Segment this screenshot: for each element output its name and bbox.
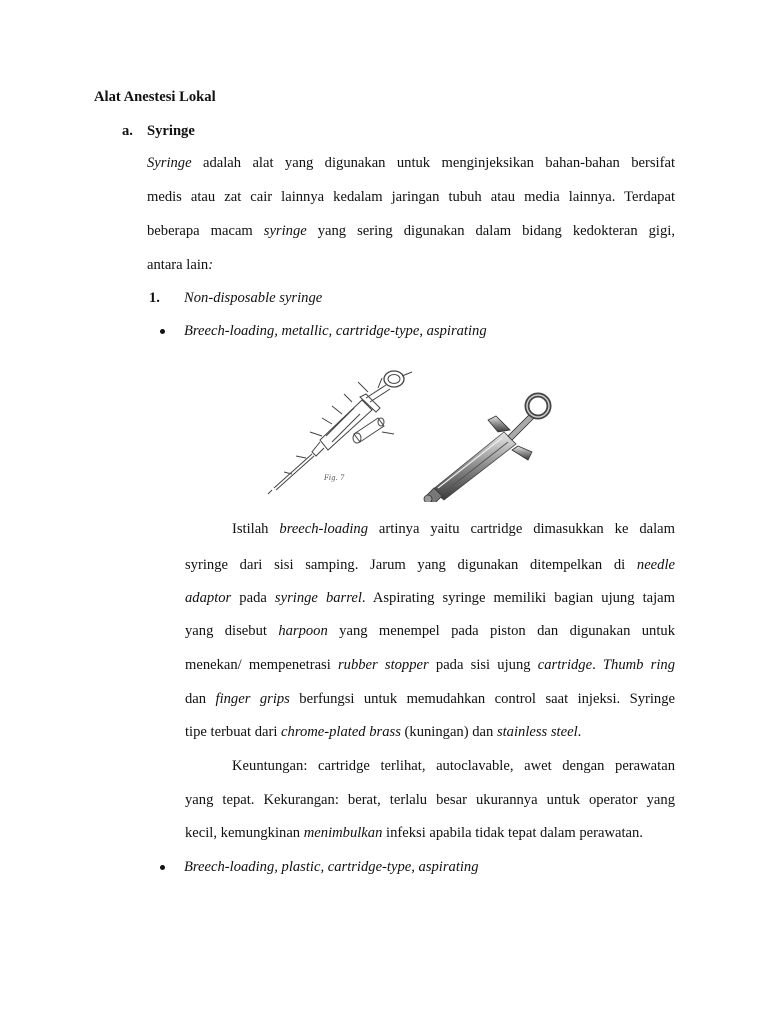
para1-line-7: tipe terbuat dari chrome-plated brass (kuningan) dan stainless steel. [185,724,582,740]
syringe-photo [424,395,549,502]
para1-line-1: Istilah breech-loading artinya yaitu cartridge dimasukkan ke dalam [232,521,675,537]
para1-line-4: yang disebut harpoon yang menempel pada piston dan digunakan untuk [185,623,675,639]
list-title: Non-disposable syringe [184,290,323,306]
bullet-item-1: Breech-loading, metallic, cartridge-type, aspirating [184,323,487,339]
list-number: 1. [149,290,160,306]
bullet-marker-1 [160,329,165,334]
para2-line-3: kecil, kemungkinan menimbulkan infeksi apabila tidak tepat dalam perawatan. [185,825,643,841]
para1-line-2: syringe dari sisi samping. Jarum yang digunakan ditempelkan di needle [185,557,675,573]
intro-line-3: beberapa macam syringe yang sering digunakan dalam bidang kedokteran gigi, [147,223,675,239]
syringe-line-drawing [268,371,412,494]
document-heading: Alat Anestesi Lokal [94,89,216,105]
syringe-figure [262,362,552,502]
figure-caption: Fig. 7 [324,474,345,482]
para1-line-6: dan finger grips berfungsi untuk memudahkan control saat injeksi. Syringe [185,691,675,707]
para2-line-1: Keuntungan: cartridge terlihat, autoclavable, awet dengan perawatan [232,758,675,774]
section-marker: a. [122,123,133,139]
intro-line-2: medis atau zat cair lainnya kedalam jaringan tubuh atau media lainnya. Terdapat [147,189,675,205]
bullet-marker-2 [160,865,165,870]
para1-line-3: adaptor pada syringe barrel. Aspirating syringe memiliki bagian ujung tajam [185,590,675,606]
intro-line-1: Syringe adalah alat yang digunakan untuk menginjeksikan bahan-bahan bersifat [147,155,675,171]
para1-line-5: menekan/ mempenetrasi rubber stopper pada sisi ujung cartridge. Thumb ring [185,657,675,673]
bullet-item-2: Breech-loading, plastic, cartridge-type, aspirating [184,859,479,875]
section-title: Syringe [147,123,195,139]
intro-line-4: antara lain: [147,257,214,273]
para2-line-2: yang tepat. Kekurangan: berat, terlalu besar ukurannya untuk operator yang [185,792,675,808]
